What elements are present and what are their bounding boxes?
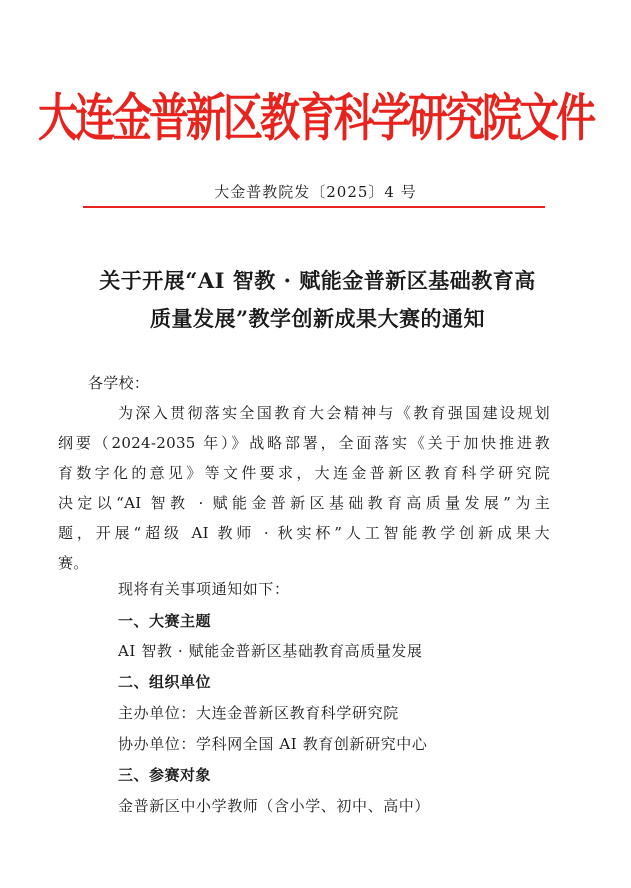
host-organizer: 主办单位：大连金普新区教育科学研究院: [118, 704, 399, 722]
salutation: 各学校：: [88, 374, 150, 392]
paragraph-line: 为深入贯彻落实全国教育大会精神与《教育强国建设规划: [118, 404, 550, 422]
notice-title-line-1: 关于开展“AI 智教 · 赋能金普新区基础教育高: [99, 268, 536, 293]
notice-title-line-2: 质量发展”教学创新成果大赛的通知: [149, 306, 486, 331]
paragraph-line: 育数字化的意见》等文件要求，大连金普新区教育科学研究院: [58, 464, 550, 482]
theme-text: AI 智教 · 赋能金普新区基础教育高质量发展: [118, 642, 423, 660]
co-host-organizer: 协办单位：学科网全国 AI 教育创新研究中心: [118, 735, 428, 753]
paragraph-line: 题，开展“超级 AI 教师 · 秋实杯”人工智能教学创新成果大: [58, 524, 550, 542]
section-heading-theme: 一、大赛主题: [118, 612, 212, 630]
section-heading-participants: 三、参赛对象: [118, 766, 212, 784]
notice-title: [60, 262, 575, 338]
document-number: 大金普教院发〔2025〕4 号: [214, 183, 417, 201]
notice-intro: 现将有关事项通知如下：: [118, 580, 290, 598]
intro-paragraph: [58, 398, 550, 578]
paragraph-line: 决定以“AI 智教 · 赋能金普新区基础教育高质量发展”为主: [58, 494, 550, 512]
paragraph-line: 赛。: [58, 554, 89, 572]
section-heading-organizers: 二、组织单位: [118, 673, 212, 691]
document-header-title: 大连金普新区教育科学研究院文件: [38, 89, 593, 149]
paragraph-line: 纲要（2024-2035 年）》战略部署，全面落实《关于加快推进教: [58, 434, 550, 452]
red-divider: [83, 206, 545, 208]
participants-text: 金普新区中小学教师（含小学、初中、高中）: [118, 797, 431, 815]
